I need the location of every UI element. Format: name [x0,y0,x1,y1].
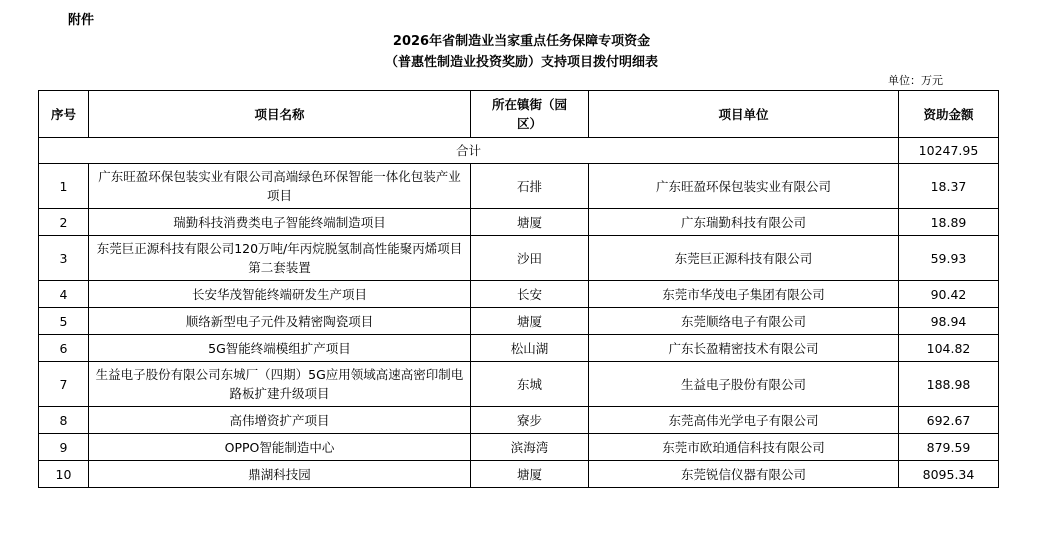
table-row [39,164,999,209]
row-town: 滨海湾 [471,434,589,461]
row-town: 东城 [471,362,589,407]
row-seq: 2 [39,209,89,236]
row-amount: 879.59 [899,434,999,461]
row-project: 顺络新型电子元件及精密陶瓷项目 [89,308,471,335]
row-amount: 8095.34 [899,461,999,488]
row-town: 塘厦 [471,461,589,488]
row-seq: 10 [39,461,89,488]
row-amount: 98.94 [899,308,999,335]
row-seq: 5 [39,308,89,335]
header-town: 所在镇街（园区） [471,91,589,138]
header-company: 项目单位 [589,91,899,138]
row-amount: 18.37 [899,164,999,209]
row-company: 东莞巨正源科技有限公司 [589,236,899,281]
row-town: 塘厦 [471,209,589,236]
row-company: 东莞市华茂电子集团有限公司 [589,281,899,308]
table-row [39,236,999,281]
row-project: 生益电子股份有限公司东城厂（四期）5G应用领域高速高密印制电路板扩建升级项目 [89,362,471,407]
row-company: 东莞市欧珀通信科技有限公司 [589,434,899,461]
row-company: 生益电子股份有限公司 [589,362,899,407]
table-row [39,335,999,362]
funding-table [38,90,999,488]
row-seq: 1 [39,164,89,209]
row-project: 长安华茂智能终端研发生产项目 [89,281,471,308]
row-seq: 6 [39,335,89,362]
row-project: OPPO智能制造中心 [89,434,471,461]
row-company: 广东长盈精密技术有限公司 [589,335,899,362]
total-label: 合计 [39,138,899,164]
attachment-label: 附件 [68,13,95,28]
row-town: 石排 [471,164,589,209]
row-amount: 90.42 [899,281,999,308]
document-subtitle: （普惠性制造业投资奖励）支持项目拨付明细表 [384,55,658,70]
row-company: 广东瑞勤科技有限公司 [589,209,899,236]
row-amount: 59.93 [899,236,999,281]
table-row [39,461,999,488]
row-town: 寮步 [471,407,589,434]
row-town: 塘厦 [471,308,589,335]
row-project: 5G智能终端模组扩产项目 [89,335,471,362]
unit-label: 单位：万元 [888,74,943,87]
row-seq: 8 [39,407,89,434]
row-amount: 692.67 [899,407,999,434]
table-row [39,209,999,236]
table-row [39,308,999,335]
row-town: 松山湖 [471,335,589,362]
document-title: 2026年省制造业当家重点任务保障专项资金 [392,34,651,49]
row-company: 广东旺盈环保包装实业有限公司 [589,164,899,209]
row-town: 长安 [471,281,589,308]
header-project: 项目名称 [89,91,471,138]
table-row [39,362,999,407]
total-row [39,138,999,164]
total-amount: 10247.95 [899,138,999,164]
header-amount: 资助金额 [899,91,999,138]
table-row [39,281,999,308]
row-amount: 18.89 [899,209,999,236]
row-project: 东莞巨正源科技有限公司120万吨/年丙烷脱氢制高性能聚丙烯项目第二套装置 [89,236,471,281]
table-row [39,434,999,461]
header-seq: 序号 [39,91,89,138]
row-company: 东莞高伟光学电子有限公司 [589,407,899,434]
row-project: 高伟增资扩产项目 [89,407,471,434]
row-seq: 9 [39,434,89,461]
row-project: 瑞勤科技消费类电子智能终端制造项目 [89,209,471,236]
table-row [39,407,999,434]
row-project: 鼎湖科技园 [89,461,471,488]
row-project: 广东旺盈环保包装实业有限公司高端绿色环保智能一体化包装产业项目 [89,164,471,209]
row-seq: 7 [39,362,89,407]
row-amount: 188.98 [899,362,999,407]
row-company: 东莞顺络电子有限公司 [589,308,899,335]
table-header-row [39,91,999,138]
row-seq: 3 [39,236,89,281]
row-amount: 104.82 [899,335,999,362]
row-town: 沙田 [471,236,589,281]
row-company: 东莞锐信仪器有限公司 [589,461,899,488]
row-seq: 4 [39,281,89,308]
